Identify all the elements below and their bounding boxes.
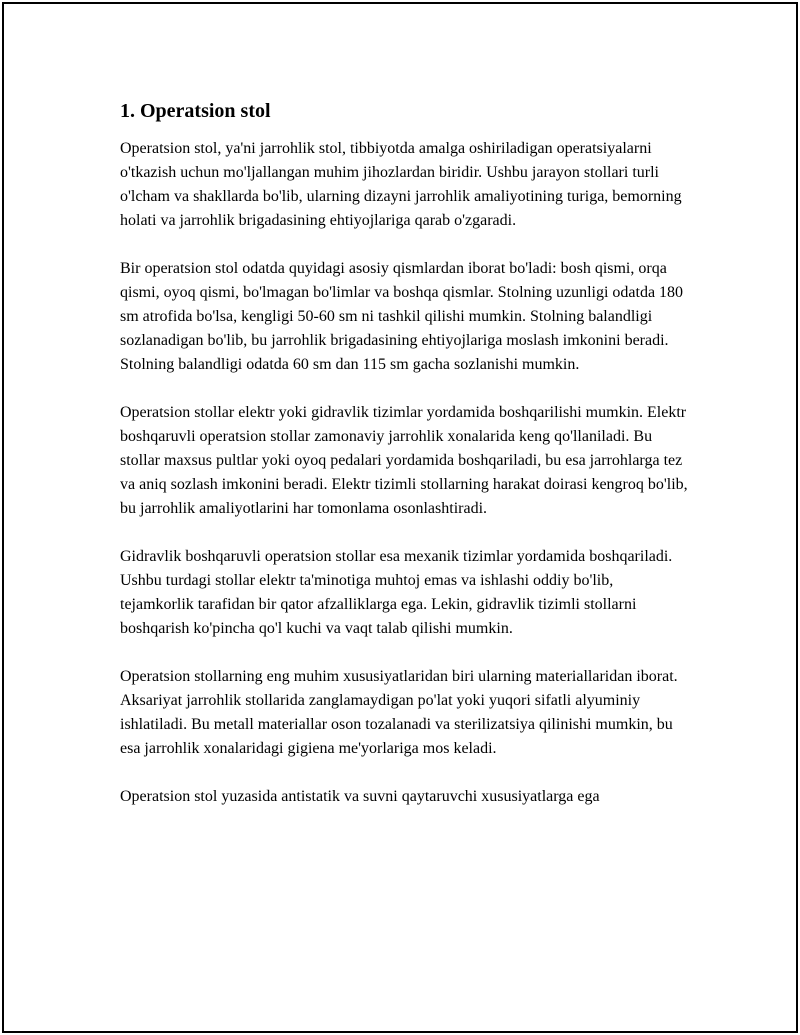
document-body	[120, 98, 690, 833]
section-heading: 1. Operatsion stol	[120, 100, 271, 122]
paragraph-3: Operatsion stollar elektr yoki gidravlik tizimlar yordamida boshqarilishi mumkin. Elektr boshqaruvli operatsion stollar zamonaviy jarrohlik xonalarida keng qo'llaniladi. Bu stollar maxsus pultlar yoki oyoq pedalari yordamida boshqariladi, bu esa jarrohlarga tez va aniq sozlash imkonini beradi. Elektr tizimli stollarning harakat doirasi kengroq bo'lib, bu jarrohlik amaliyotlarini har tomonlama osonlashtiradi.	[120, 404, 688, 517]
paragraph-4: Gidravlik boshqaruvli operatsion stollar esa mexanik tizimlar yordamida boshqariladi. Ushbu turdagi stollar elektr ta'minotiga muhtoj emas va ishlashi oddiy bo'lib, tejamkorlik tarafidan bir qator afzalliklarga ega. Lekin, gidravlik tizimli stollarni boshqarish ko'pincha qo'l kuchi va vaqt talab qilishi mumkin.	[120, 548, 673, 637]
paragraph-1: Operatsion stol, ya'ni jarrohlik stol, tibbiyotda amalga oshiriladigan operatsiyalarni o'tkazish uchun mo'ljallangan muhim jihozlardan biridir. Ushbu jarayon stollari turli o'lcham va shakllarda bo'lib, ularning dizayni jarrohlik amaliyotining turiga, bemorning holati va jarrohlik brigadasining ehtiyojlariga qarab o'zgaradi.	[120, 140, 682, 229]
paragraph-6: Operatsion stol yuzasida antistatik va suvni qaytaruvchi xususiyatlarga ega	[120, 788, 600, 805]
paragraph-5: Operatsion stollarning eng muhim xususiyatlaridan biri ularning materiallaridan iborat. Aksariyat jarrohlik stollarida zanglamaydigan po'lat yoki yuqori sifatli alyuminiy ishlatiladi. Bu metall materiallar oson tozalanadi va sterilizatsiya qilinishi mumkin, bu esa jarrohlik xonalaridagi gigiena me'yorlariga mos keladi.	[120, 668, 678, 757]
document-page	[2, 2, 798, 1033]
paragraph-2: Bir operatsion stol odatda quyidagi asosiy qismlardan iborat bo'ladi: bosh qismi, orqa qismi, oyoq qismi, bo'lmagan bo'limlar va boshqa qismlar. Stolning uzunligi odatda 180 sm atrofida bo'lsa, kengligi 50-60 sm ni tashkil qilishi mumkin. Stolning balandligi sozlanadigan bo'lib, bu jarrohlik brigadasining ehtiyojlariga moslash imkonini beradi. Stolning balandligi odatda 60 sm dan 115 sm gacha sozlanishi mumkin.	[120, 260, 684, 373]
